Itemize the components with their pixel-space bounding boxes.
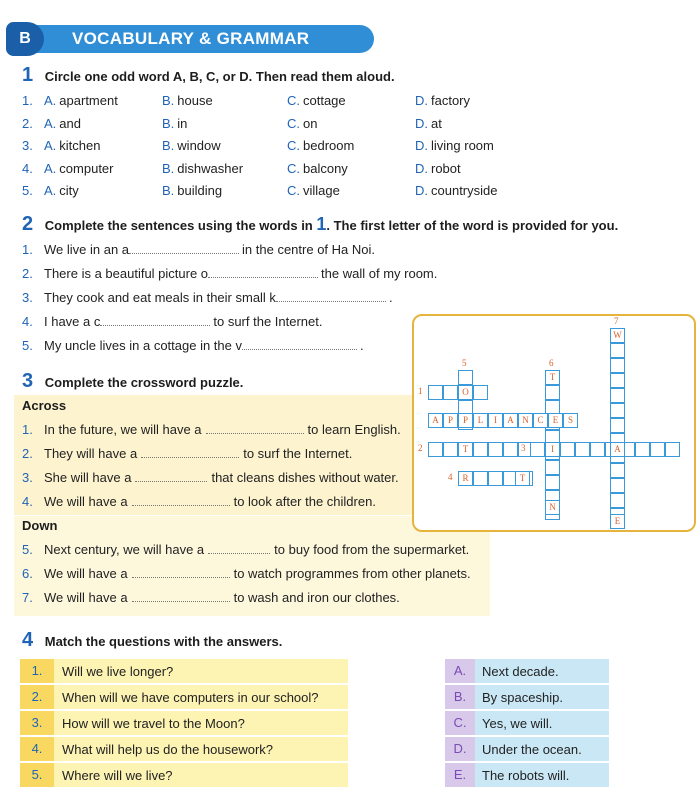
crossword-clue-number: 5 bbox=[462, 358, 467, 368]
crossword-clue-number: 4 bbox=[448, 472, 453, 482]
word-option[interactable] bbox=[415, 161, 461, 176]
option-letter: D. bbox=[415, 115, 428, 131]
crossword-cell[interactable]: S bbox=[563, 413, 578, 428]
exercise-2-number: 2 bbox=[22, 213, 34, 235]
sentence bbox=[44, 314, 323, 329]
word-option[interactable] bbox=[415, 116, 442, 131]
answer-row[interactable] bbox=[445, 737, 609, 761]
crossword-cell[interactable] bbox=[610, 388, 625, 403]
question-text: When will we have computers in our school? bbox=[62, 690, 319, 705]
word-option[interactable] bbox=[287, 116, 317, 131]
option-letter: D. bbox=[415, 183, 428, 198]
crossword-cell[interactable]: A bbox=[503, 413, 518, 428]
option-letter: D. bbox=[415, 160, 428, 176]
clue-end: to buy food from the supermarket. bbox=[274, 542, 470, 557]
word-option[interactable] bbox=[162, 183, 222, 198]
option-letter: D. bbox=[415, 93, 428, 108]
item-number: 5. bbox=[22, 183, 33, 198]
option-letter: C. bbox=[287, 93, 300, 108]
word-option[interactable] bbox=[287, 183, 340, 198]
word-option[interactable] bbox=[415, 93, 470, 108]
question-row[interactable] bbox=[20, 659, 348, 683]
option-word: dishwasher bbox=[177, 160, 244, 176]
question-row[interactable] bbox=[20, 685, 348, 709]
crossword-cell[interactable] bbox=[428, 442, 443, 457]
exercise-1-heading bbox=[22, 64, 395, 87]
word-option[interactable] bbox=[44, 138, 101, 153]
option-word: building bbox=[177, 183, 223, 198]
crossword-cell[interactable] bbox=[488, 471, 503, 486]
crossword-cell[interactable] bbox=[443, 442, 458, 457]
word-option[interactable] bbox=[287, 161, 348, 176]
crossword-cell[interactable]: P bbox=[458, 413, 473, 428]
down-clue bbox=[44, 590, 400, 605]
word-option[interactable] bbox=[162, 161, 243, 176]
exercise-2-instruction-ref: 1 bbox=[316, 214, 327, 234]
sentence-start: We live in an a bbox=[44, 242, 130, 257]
option-letter: A. bbox=[44, 115, 57, 131]
clue-start: Next century, we will have a bbox=[44, 542, 205, 557]
question-number: 4. bbox=[20, 737, 54, 761]
crossword-cell[interactable]: T bbox=[458, 442, 473, 457]
word-option[interactable] bbox=[287, 138, 354, 153]
crossword-cell[interactable] bbox=[530, 442, 545, 457]
exercise-2-instruction-a: Complete the sentences using the words in bbox=[44, 218, 317, 233]
item-number: 1. bbox=[22, 242, 33, 257]
crossword-cell[interactable] bbox=[503, 442, 518, 457]
question-row[interactable] bbox=[20, 737, 348, 761]
clue-end: to wash and iron our clothes. bbox=[233, 590, 400, 605]
exercise-4-heading bbox=[22, 629, 282, 652]
sentence-start: My uncle lives in a cottage in the v bbox=[44, 338, 242, 353]
sentence bbox=[44, 338, 364, 353]
crossword-cell[interactable] bbox=[545, 385, 560, 400]
option-word: apartment bbox=[59, 93, 118, 108]
crossword-cell[interactable] bbox=[473, 385, 488, 400]
option-word: kitchen bbox=[59, 138, 101, 153]
answer-blank[interactable] bbox=[242, 338, 357, 350]
item-number: 3. bbox=[22, 290, 33, 305]
down-label: Down bbox=[22, 518, 58, 533]
crossword-cell[interactable]: E bbox=[610, 514, 625, 529]
option-letter: D. bbox=[415, 138, 428, 153]
sentence-end: in the centre of Ha Noi. bbox=[242, 242, 375, 257]
exercise-1-number: 1 bbox=[22, 64, 34, 86]
across-clue bbox=[44, 494, 376, 509]
option-word: house bbox=[177, 93, 213, 108]
answer-text: By spaceship. bbox=[482, 690, 563, 705]
option-letter: B. bbox=[162, 183, 175, 198]
option-word: window bbox=[177, 138, 221, 153]
crossword-cell[interactable]: P bbox=[443, 413, 458, 428]
option-letter: B. bbox=[162, 160, 175, 176]
crossword-cell[interactable] bbox=[590, 442, 605, 457]
crossword-clue-number: 6 bbox=[549, 358, 554, 368]
sentence-start: They cook and eat meals in their small k bbox=[44, 290, 276, 305]
option-letter: A. bbox=[44, 138, 57, 153]
word-option[interactable] bbox=[162, 116, 187, 131]
answer-letter: C. bbox=[445, 711, 475, 735]
option-word: countryside bbox=[431, 183, 498, 198]
question-text: What will help us do the housework? bbox=[62, 742, 274, 757]
answer-row[interactable] bbox=[445, 685, 609, 709]
answer-letter: E. bbox=[445, 763, 475, 787]
clue-number: 5. bbox=[22, 542, 33, 557]
across-clue bbox=[44, 470, 399, 485]
crossword-cell[interactable] bbox=[610, 418, 625, 433]
answer-text: Under the ocean. bbox=[482, 742, 582, 757]
crossword-cell[interactable] bbox=[545, 460, 560, 475]
crossword-cell[interactable] bbox=[610, 403, 625, 418]
crossword-cell[interactable] bbox=[665, 442, 680, 457]
clue-end: to learn English. bbox=[307, 422, 401, 437]
option-letter: B. bbox=[162, 138, 175, 153]
clue-number: 6. bbox=[22, 566, 33, 581]
clue-start: We will have a bbox=[44, 590, 128, 605]
answer-blank[interactable] bbox=[141, 446, 239, 458]
answer-text: Next decade. bbox=[482, 664, 559, 679]
option-letter: A. bbox=[44, 183, 57, 198]
question-number: 5. bbox=[20, 763, 54, 787]
crossword-cell[interactable]: A bbox=[610, 442, 625, 457]
sentence bbox=[44, 290, 393, 305]
crossword-cell[interactable]: A bbox=[428, 413, 443, 428]
exercise-2-instruction-b: . The first letter of the word is provided for you. bbox=[326, 218, 619, 233]
question-text: Will we live longer? bbox=[62, 664, 174, 679]
crossword-cell[interactable]: N bbox=[518, 413, 533, 428]
clue-end: to look after the children. bbox=[233, 494, 376, 509]
crossword-cell[interactable] bbox=[610, 343, 625, 358]
answer-blank[interactable] bbox=[100, 314, 210, 326]
option-word: factory bbox=[431, 93, 471, 108]
crossword-cell[interactable]: T bbox=[545, 370, 560, 385]
answer-blank[interactable] bbox=[132, 494, 230, 506]
down-clue bbox=[44, 566, 471, 581]
answer-text: Yes, we will. bbox=[482, 716, 553, 731]
crossword-clue-number: 2 bbox=[418, 443, 423, 453]
crossword-cell[interactable]: E bbox=[548, 413, 563, 428]
crossword-clue-number: 1 bbox=[418, 386, 423, 396]
clue-start: In the future, we will have a bbox=[44, 422, 202, 437]
word-option[interactable] bbox=[162, 138, 221, 153]
crossword-cell[interactable]: T bbox=[515, 471, 530, 486]
option-letter: A. bbox=[44, 93, 57, 108]
exercise-1-instruction: Circle one odd word A, B, C, or D. Then read them aloud. bbox=[44, 69, 395, 84]
crossword-cell[interactable] bbox=[610, 463, 625, 478]
word-option[interactable] bbox=[44, 161, 114, 176]
crossword-cell[interactable] bbox=[610, 478, 625, 493]
crossword-cell[interactable]: L bbox=[473, 413, 488, 428]
crossword-cell[interactable] bbox=[473, 442, 488, 457]
crossword-cell[interactable] bbox=[575, 442, 590, 457]
item-number: 4. bbox=[22, 160, 33, 176]
exercise-3-instruction: Complete the crossword puzzle. bbox=[44, 375, 244, 390]
option-word: robot bbox=[431, 160, 461, 176]
crossword-cell[interactable] bbox=[443, 385, 458, 400]
crossword-cell[interactable] bbox=[458, 370, 473, 385]
option-word: on bbox=[303, 115, 318, 131]
clue-start: We will have a bbox=[44, 566, 128, 581]
question-text: Where will we live? bbox=[62, 768, 173, 783]
question-row[interactable] bbox=[20, 763, 348, 787]
clue-start: She will have a bbox=[44, 470, 132, 485]
word-option[interactable] bbox=[44, 183, 79, 198]
crossword-cell[interactable]: C bbox=[533, 413, 548, 428]
item-number: 2. bbox=[22, 266, 33, 281]
sentence-end: . bbox=[388, 290, 393, 305]
sentence bbox=[44, 242, 375, 257]
item-number: 4. bbox=[22, 314, 33, 329]
sentence-end: . bbox=[360, 338, 364, 353]
item-number: 3. bbox=[22, 138, 33, 153]
option-letter: B. bbox=[162, 93, 175, 108]
clue-number: 1. bbox=[22, 422, 33, 437]
item-number: 1. bbox=[22, 93, 33, 108]
clue-number: 7. bbox=[22, 590, 33, 605]
option-word: bedroom bbox=[303, 138, 355, 153]
across-clue bbox=[44, 422, 401, 437]
section-badge: B bbox=[6, 22, 44, 56]
crossword-cell[interactable] bbox=[610, 373, 625, 388]
option-letter: C. bbox=[287, 183, 300, 198]
down-clue bbox=[44, 542, 469, 557]
question-number: 3. bbox=[20, 711, 54, 735]
clue-start: We will have a bbox=[44, 494, 128, 509]
sentence-end: to surf the Internet. bbox=[213, 314, 323, 329]
crossword-cell[interactable] bbox=[560, 442, 575, 457]
answer-blank[interactable] bbox=[132, 566, 230, 578]
option-word: computer bbox=[59, 160, 114, 176]
option-word: at bbox=[431, 115, 442, 131]
word-option[interactable] bbox=[415, 183, 497, 198]
option-letter: C. bbox=[287, 115, 300, 131]
question-row[interactable] bbox=[20, 711, 348, 735]
option-word: living room bbox=[431, 138, 494, 153]
question-number: 2. bbox=[20, 685, 54, 709]
item-number: 5. bbox=[22, 338, 33, 353]
option-word: in bbox=[177, 115, 188, 131]
question-text: How will we travel to the Moon? bbox=[62, 716, 245, 731]
word-option[interactable] bbox=[44, 116, 81, 131]
exercise-4-instruction: Match the questions with the answers. bbox=[44, 634, 283, 649]
crossword-cell[interactable] bbox=[610, 493, 625, 508]
crossword-cell[interactable]: I bbox=[488, 413, 503, 428]
answer-blank[interactable] bbox=[206, 422, 304, 434]
across-clue bbox=[44, 446, 352, 461]
sentence-start: There is a beautiful picture o bbox=[44, 266, 209, 281]
answer-row[interactable] bbox=[445, 763, 609, 787]
option-word: village bbox=[303, 183, 340, 198]
crossword-cell[interactable] bbox=[545, 475, 560, 490]
crossword-clue-number: 3 bbox=[521, 443, 526, 453]
option-letter: B. bbox=[162, 115, 175, 131]
clue-end: to watch programmes from other planets. bbox=[233, 566, 471, 581]
answer-letter: A. bbox=[445, 659, 475, 683]
exercise-4-number: 4 bbox=[22, 629, 34, 651]
answer-blank[interactable] bbox=[208, 266, 318, 278]
clue-number: 3. bbox=[22, 470, 33, 485]
crossword-cell[interactable]: I bbox=[545, 442, 560, 457]
option-letter: C. bbox=[287, 138, 300, 153]
answer-letter: D. bbox=[445, 737, 475, 761]
crossword-cell[interactable] bbox=[610, 358, 625, 373]
answer-blank[interactable] bbox=[132, 590, 230, 602]
answer-text: The robots will. bbox=[482, 768, 570, 783]
clue-number: 2. bbox=[22, 446, 33, 461]
crossword-cell[interactable] bbox=[428, 385, 443, 400]
clue-end: that cleans dishes without water. bbox=[211, 470, 399, 485]
option-letter: A. bbox=[44, 160, 57, 176]
clue-end: to surf the Internet. bbox=[243, 446, 353, 461]
sentence-start: I have a c bbox=[44, 314, 101, 329]
crossword-cell[interactable] bbox=[488, 442, 503, 457]
answer-row[interactable] bbox=[445, 711, 609, 735]
answer-blank[interactable] bbox=[129, 242, 239, 254]
sentence-end: the wall of my room. bbox=[321, 266, 438, 281]
word-option[interactable] bbox=[44, 93, 118, 108]
option-word: balcony bbox=[303, 160, 348, 176]
exercise-3-number: 3 bbox=[22, 370, 34, 392]
sentence bbox=[44, 266, 437, 281]
word-option[interactable] bbox=[415, 138, 494, 153]
answer-row[interactable] bbox=[445, 659, 609, 683]
exercise-3-heading bbox=[22, 370, 243, 393]
answer-blank[interactable] bbox=[208, 542, 270, 554]
word-option[interactable] bbox=[287, 93, 346, 108]
crossword-clue-number: 7 bbox=[614, 316, 619, 326]
word-option[interactable] bbox=[162, 93, 213, 108]
answer-letter: B. bbox=[445, 685, 475, 709]
exercise-2-heading bbox=[22, 213, 618, 236]
option-word: cottage bbox=[303, 93, 346, 108]
crossword-cell[interactable]: R bbox=[458, 471, 473, 486]
answer-blank[interactable] bbox=[135, 470, 207, 482]
item-number: 2. bbox=[22, 115, 33, 131]
crossword-cell[interactable]: O bbox=[458, 385, 473, 400]
crossword-cell[interactable] bbox=[650, 442, 665, 457]
option-letter: C. bbox=[287, 160, 300, 176]
crossword-cell[interactable]: W bbox=[610, 328, 625, 343]
crossword-cell[interactable]: N bbox=[545, 500, 560, 515]
question-number: 1. bbox=[20, 659, 54, 683]
option-word: and bbox=[59, 115, 81, 131]
clue-start: They will have a bbox=[44, 446, 138, 461]
clue-number: 4. bbox=[22, 494, 33, 509]
option-word: city bbox=[59, 183, 79, 198]
section-title: VOCABULARY & GRAMMAR bbox=[72, 29, 310, 48]
across-label: Across bbox=[22, 398, 67, 413]
crossword-cell[interactable] bbox=[473, 471, 488, 486]
answer-blank[interactable] bbox=[276, 290, 386, 302]
crossword-cell[interactable] bbox=[635, 442, 650, 457]
